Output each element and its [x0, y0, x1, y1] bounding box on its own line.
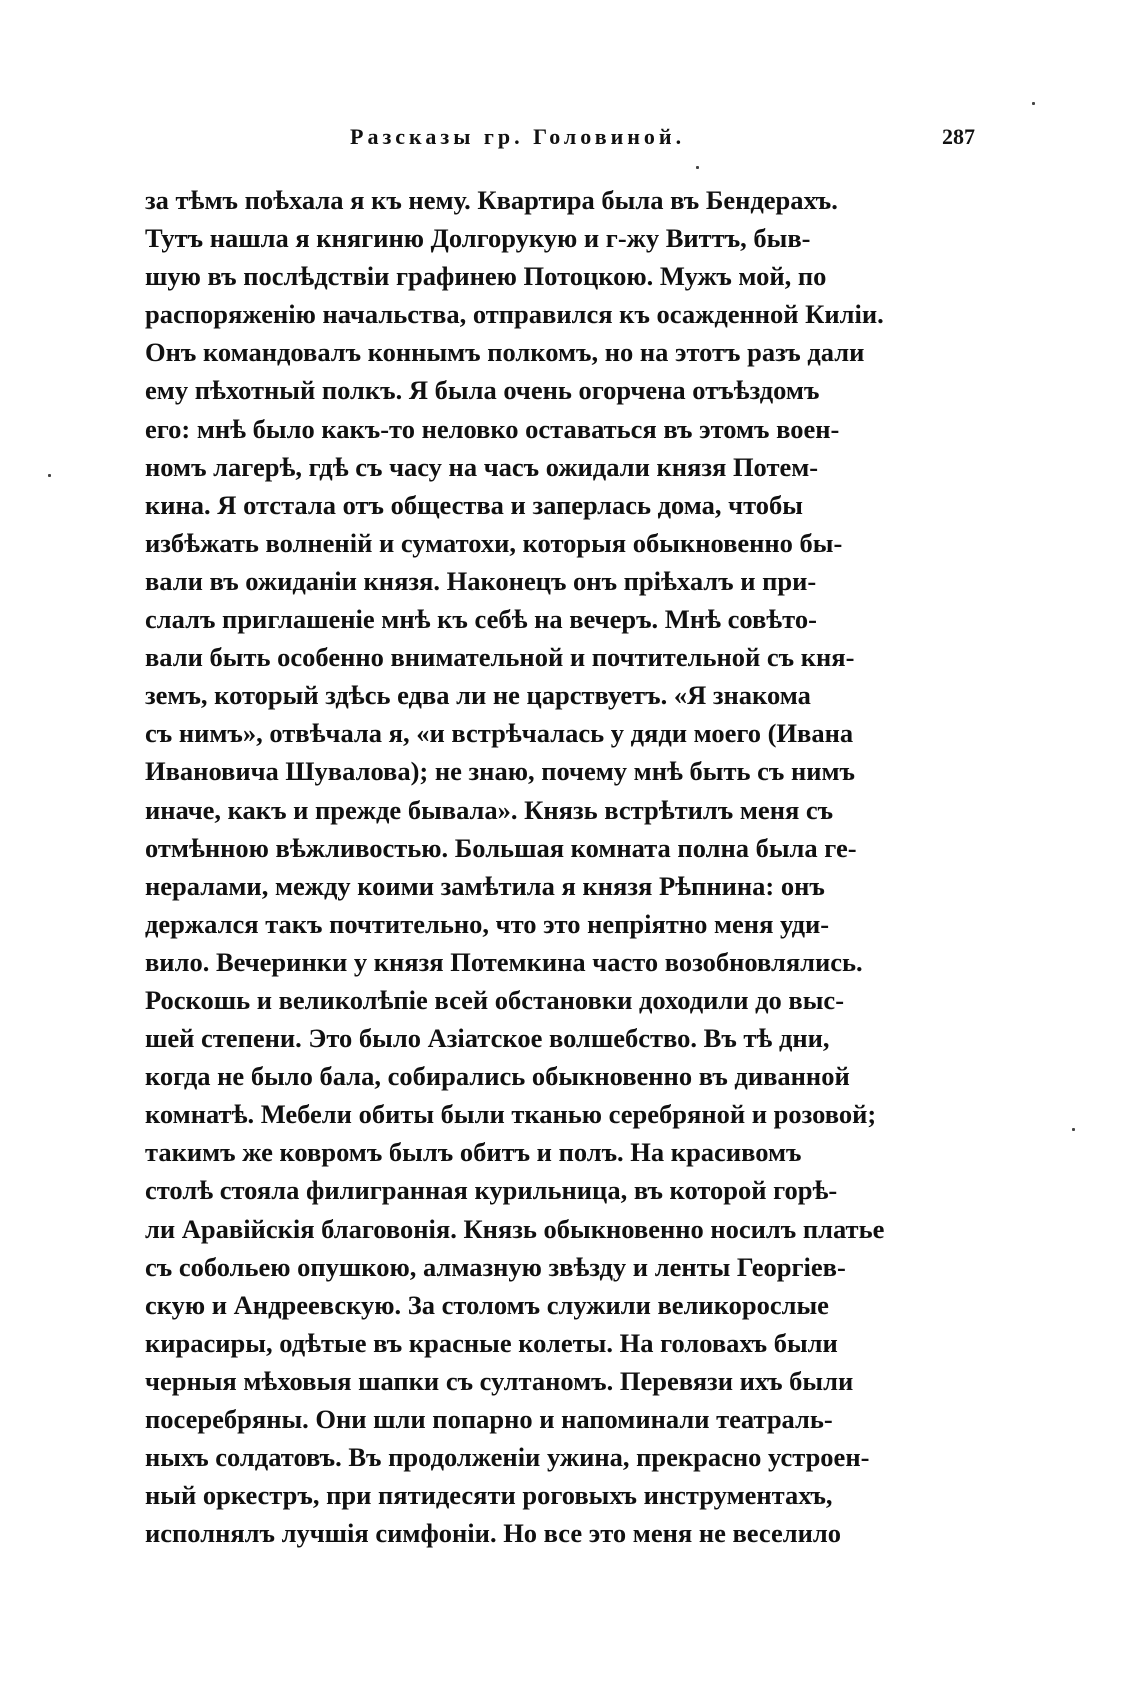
text-line: такимъ же ковромъ былъ обитъ и полъ. На красивомъ: [145, 1137, 802, 1168]
text-line: посеребряны. Они шли попарно и напоминали театраль-: [145, 1404, 833, 1434]
scan-speck: [696, 166, 699, 169]
text-line: слалъ приглашеніе мнѣ къ себѣ на вечеръ. Мнѣ совѣто-: [145, 604, 817, 635]
text-line: ныхъ солдатовъ. Въ продолженіи ужина, прекрасно устроен-: [145, 1442, 870, 1473]
text-line: ный оркестръ, при пятидесяти роговыхъ инструментахъ,: [145, 1480, 833, 1511]
text-line: скую и Андреевскую. За столомъ служили великорослые: [145, 1289, 829, 1320]
text-line: Тутъ нашла я княгиню Долгорукую и г-жу Виттъ, быв-: [145, 223, 811, 254]
text-line: номъ лагерѣ, гдѣ съ часу на часъ ожидали князя Потем-: [145, 451, 819, 482]
text-line: земъ, который здѣсь едва ли не царствуетъ. «Я знакома: [145, 680, 811, 711]
text-line: Ивановича Шувалова); не знаю, почему мнѣ быть съ нимъ: [145, 756, 855, 787]
text-line: комнатѣ. Мебели обиты были тканью серебряной и розовой;: [145, 1099, 877, 1130]
text-line: держался такъ почтительно, что это непріятно меня уди-: [145, 908, 830, 939]
text-line: отмѣнною вѣжливостью. Большая комната полна была ге-: [145, 832, 857, 863]
text-line: нералами, между коими замѣтила я князя Рѣпнина: онъ: [145, 870, 825, 901]
text-line: съ собольею опушкою, алмазную звѣзду и ленты Георгіев-: [145, 1251, 846, 1282]
text-line: съ нимъ», отвѣчала я, «и встрѣчалась у дяди моего (Ивана: [145, 718, 854, 749]
text-line: черныя мѣховыя шапки съ султаномъ. Перевязи ихъ были: [145, 1365, 854, 1396]
text-line: Роскошь и великолѣпіе всей обстановки доходили до выс-: [145, 984, 845, 1015]
running-head: [145, 124, 975, 154]
text-line: вило. Вечеринки у князя Потемкина часто возобновлялись.: [145, 946, 863, 977]
text-line: ему пѣхотный полкъ. Я была очень огорчена отъѣздомъ: [145, 375, 820, 406]
text-line: Онъ командовалъ коннымъ полкомъ, но на этотъ разъ дали: [145, 337, 865, 368]
text-line: исполнялъ лучшія симфоніи. Но все это меня не веселило: [145, 1518, 841, 1549]
text-line: вали въ ожиданіи князя. Наконецъ онъ пріѣхалъ и при-: [145, 565, 817, 596]
text-line: ли Аравійскія благовонія. Князь обыкновенно носилъ платье: [145, 1213, 885, 1244]
scan-speck: [1032, 102, 1035, 105]
text-line: кина. Я отстала отъ общества и заперлась дома, чтобы: [145, 489, 803, 520]
text-line: столѣ стояла филигранная курильница, въ которой горѣ-: [145, 1175, 838, 1206]
text-line: избѣжать волненій и суматохи, которыя обыкновенно бы-: [145, 527, 843, 558]
scan-speck: [1072, 1128, 1075, 1131]
text-line: кирасиры, одѣтые въ красные колеты. На головахъ были: [145, 1327, 838, 1358]
text-line: шую въ послѣдствіи графинею Потоцкою. Мужъ мой, по: [145, 261, 827, 292]
text-line: за тѣмъ поѣхала я къ нему. Квартира была въ Бендерахъ.: [145, 185, 838, 215]
text-line: иначе, какъ и прежде бывала». Князь встрѣтилъ меня съ: [145, 794, 834, 825]
scan-speck: [48, 474, 51, 477]
text-line: когда не было бала, собирались обыкновенно въ диванной: [145, 1061, 850, 1092]
text-line: его: мнѣ было какъ-то неловко оставаться въ этомъ воен-: [145, 413, 840, 444]
body-text: [145, 181, 975, 1552]
running-title: Разсказы гр. Головиной.: [350, 124, 686, 149]
page-number: 287: [942, 124, 975, 149]
text-line: вали быть особенно внимательной и почтительной съ кня-: [145, 642, 855, 673]
text-line: шей степени. Это было Азіатское волшебство. Въ тѣ дни,: [145, 1023, 830, 1054]
text-line: распоряженію начальства, отправился къ осажденной Киліи.: [145, 299, 884, 330]
